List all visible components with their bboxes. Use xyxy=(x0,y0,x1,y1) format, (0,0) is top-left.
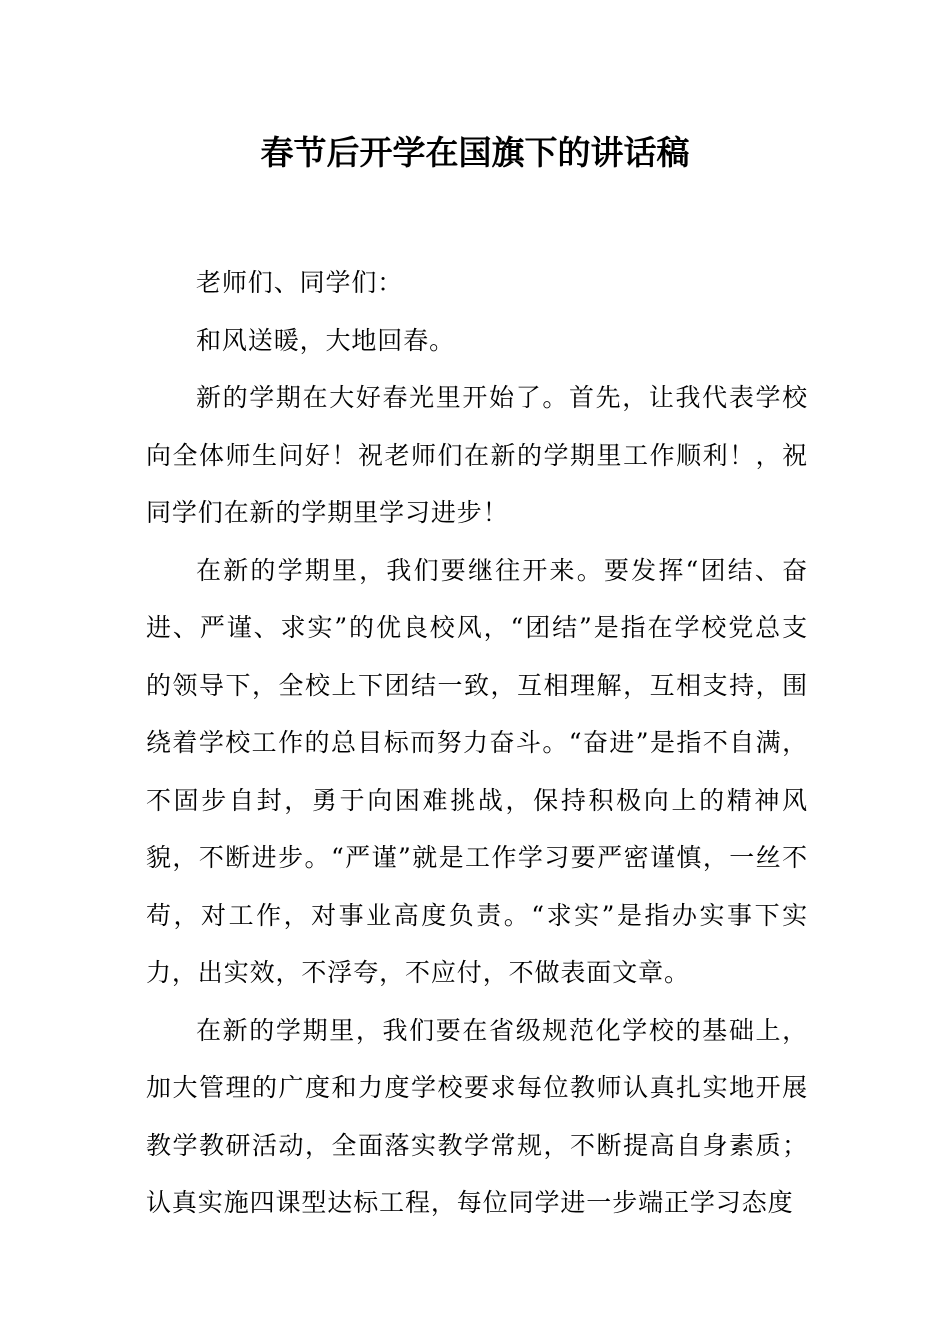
document-body xyxy=(146,254,808,1232)
opening-paragraph: 新的学期在大好春光里开始了。首先，让我代表学校向全体师生问好！祝老师们在新的学期里工作顺利！，祝同学们在新的学期里学习进步！ xyxy=(146,383,808,527)
school-spirit-paragraph: 在新的学期里，我们要继往开来。要发挥“团结、奋进、严谨、求实”的优良校风，“团结”是指在学校党总支的领导下，全校上下团结一致，互相理解，互相支持，围绕着学校工作的总目标而努力奋斗。“奋进”是指不自满，不固步自封，勇于向困难挑战，保持积极向上的精神风貌，不断进步。“严谨”就是工作学习要严密谨慎，一丝不苟，对工作，对事业高度负责。“求实”是指办实事下实力，出实效，不浮夸，不应付，不做表面文章。 xyxy=(146,555,808,987)
greeting-paragraph: 和风送暖，大地回春。 xyxy=(196,325,456,355)
document-title: 春节后开学在国旗下的讲话稿 xyxy=(260,133,690,172)
salutation-paragraph: 老师们、同学们： xyxy=(196,268,404,297)
management-paragraph: 在新的学期里，我们要在省级规范化学校的基础上，加大管理的广度和力度学校要求每位教师认真扎实地开展教学教研活动，全面落实教学常规，不断提高自身素质；认真实施四课型达标工程，每位同学进一步端正学习态度 xyxy=(146,1015,808,1217)
